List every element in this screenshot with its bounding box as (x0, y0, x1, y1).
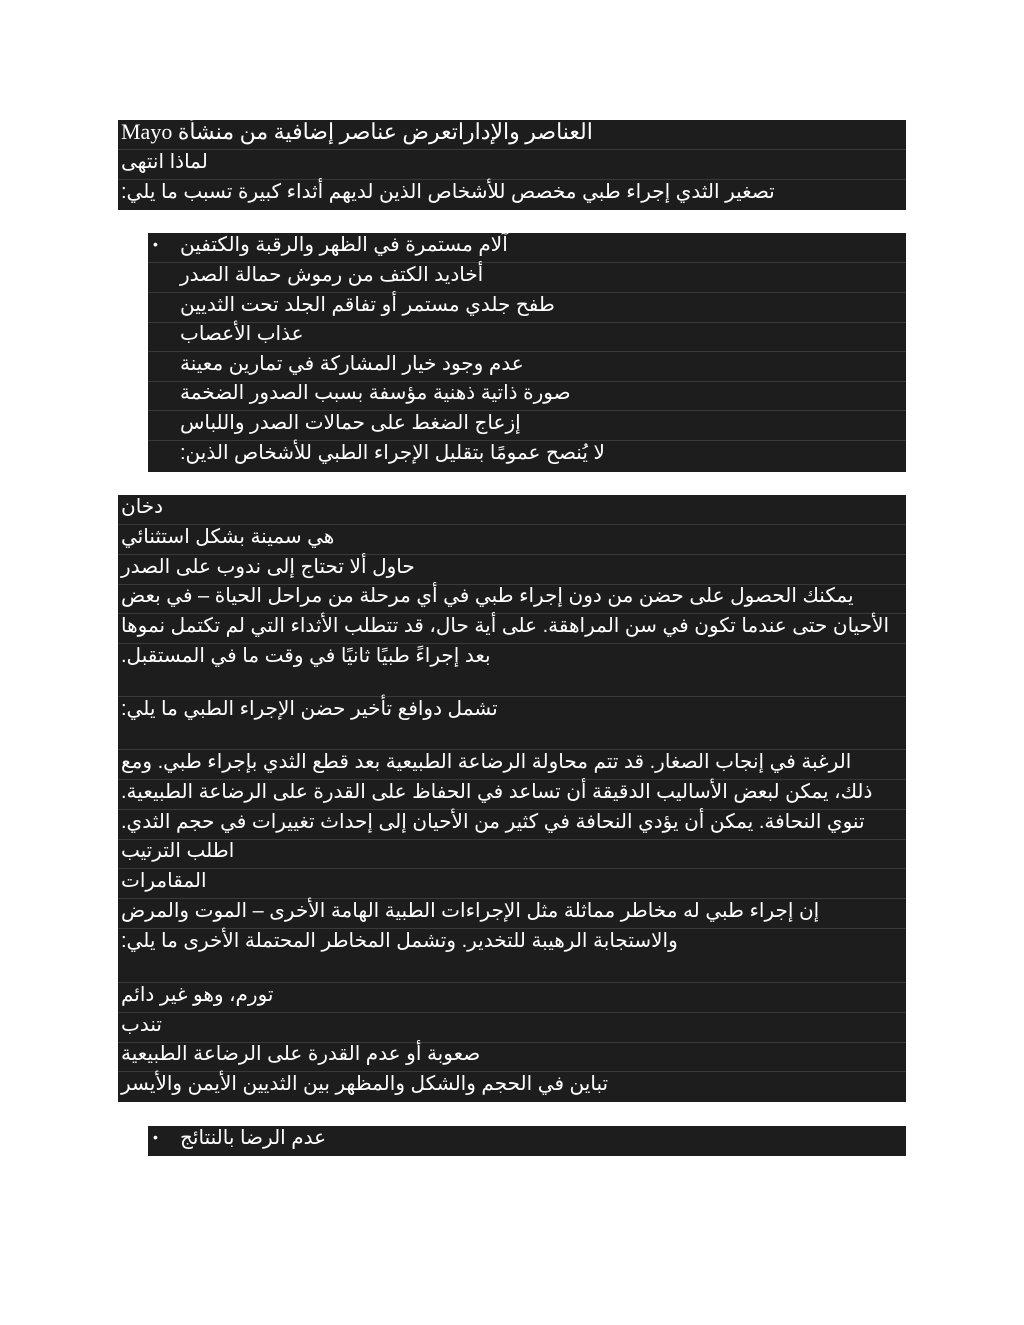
text-line: إن إجراء طبي له مخاطر مماثلة مثل الإجراءات الطبية الهامة الأخرى – الموت والمرض (118, 899, 906, 929)
list-item: عذاب الأعصاب (148, 322, 906, 352)
text-line: اطلب الترتيب (118, 839, 906, 869)
text-line: ذلك، يمكن لبعض الأساليب الدقيقة أن تساعد في الحفاظ على القدرة على الرضاعة الطبيعية. (118, 780, 906, 810)
list-item: طفح جلدي مستمر أو تفاقم الجلد تحت الثديين (148, 293, 906, 323)
list-item: لا يُنصح عمومًا بتقليل الإجراء الطبي للأشخاص الذين: (180, 442, 605, 464)
text-line: لماذا انتهى (118, 150, 906, 180)
text-line: يمكنك الحصول على حضن من دون إجراء طبي في أي مرحلة من مراحل الحياة – في بعض (118, 584, 906, 614)
heading-line: العناصر والإداراتعرض عناصر إضافية من منشأة Mayo (118, 120, 906, 150)
list-item: صورة ذاتية ذهنية مؤسفة بسبب الصدور الضخمة (148, 381, 906, 411)
text-line: تنوي النحافة. يمكن أن يؤدي النحافة في كثير من الأحيان إلى إحداث تغييرات في حجم الثدي. (118, 810, 906, 840)
text-line: تشمل دوافع تأخير حضن الإجراء الطبي ما يلي: (118, 697, 906, 750)
text-line: دخان (118, 495, 906, 525)
list-item: آلام مستمرة في الظهر والرقبة والكتفين (148, 233, 906, 263)
text-line: الرغبة في إنجاب الصغار. قد تتم محاولة الرضاعة الطبيعية بعد قطع الثدي بإجراء طبي. ومع (118, 750, 906, 780)
text-line: حاول ألا تحتاج إلى ندوب على الصدر (118, 555, 906, 585)
text-line: بعد إجراءً طبيًا ثانيًا في وقت ما في المستقبل. (118, 644, 906, 697)
text-line: تباين في الحجم والشكل والمظهر بين الثديين الأيمن والأيسر (121, 1073, 609, 1095)
reasons-list-block (148, 233, 906, 472)
list-item: عدم الرضا بالنتائج (180, 1127, 327, 1149)
text-line: تورم، وهو غير دائم (118, 983, 906, 1013)
text-line: صعوبة أو عدم القدرة على الرضاعة الطبيعية (118, 1042, 906, 1072)
text-line: المقامرات (118, 869, 906, 899)
bullet-icon: • (153, 1129, 158, 1145)
bullet-icon: • (153, 236, 158, 252)
text-line: تندب (118, 1013, 906, 1043)
text-line: هي سمينة بشكل استثنائي (118, 525, 906, 555)
list-item: عدم وجود خيار المشاركة في تمارين معينة (148, 352, 906, 382)
text-line: والاستجابة الرهيبة للتخدير. وتشمل المخاطر المحتملة الأخرى ما يلي: (118, 929, 906, 983)
intro-block (118, 120, 906, 210)
list-item: أخاديد الكتف من رموش حمالة الصدر (148, 263, 906, 293)
list-item: إزعاج الضغط على حمالات الصدر واللباس (148, 411, 906, 441)
text-line: الأحيان حتى عندما تكون في سن المراهقة. على أية حال، قد تتطلب الأثداء التي لم تكتمل نموها (118, 614, 906, 644)
text-line: تصغير الثدي إجراء طبي مخصص للأشخاص الذين لديهم أثداء كبيرة تسبب ما يلي: (121, 181, 775, 203)
details-block (118, 495, 906, 1102)
final-list-block (148, 1126, 906, 1156)
